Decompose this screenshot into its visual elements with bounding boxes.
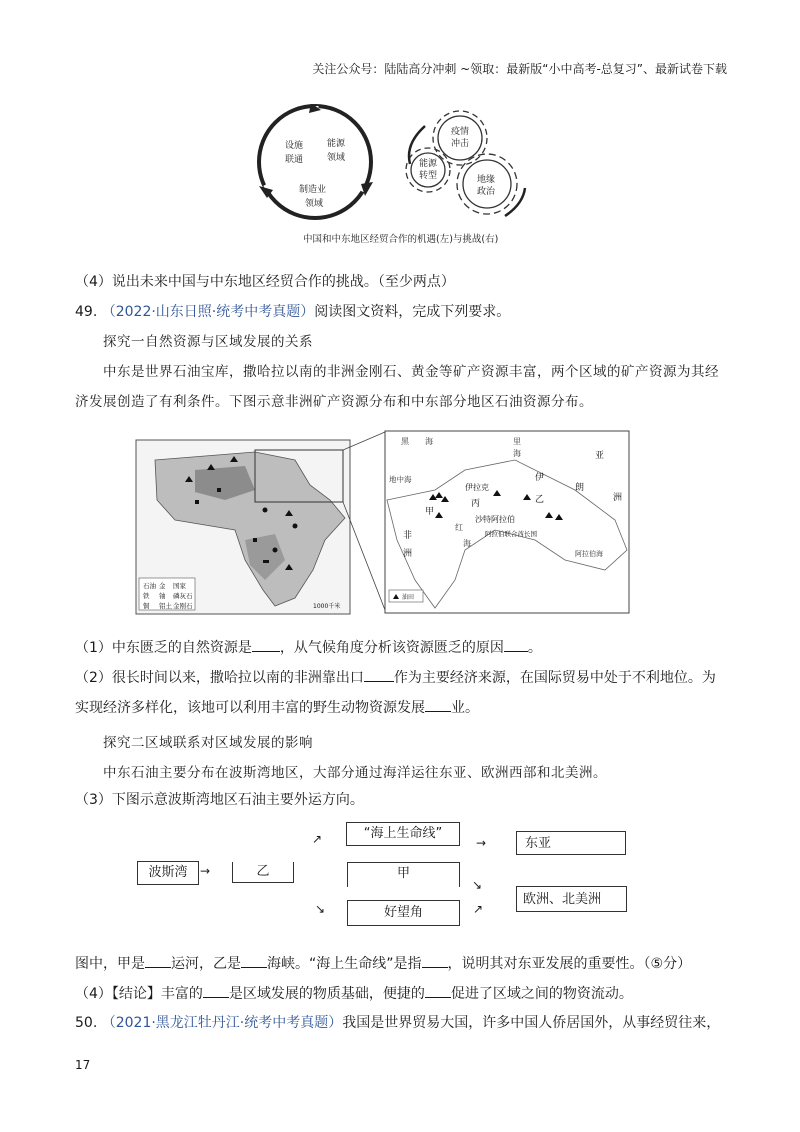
q2-text-c: 实现经济多样化，该地可以利用丰富的野生动物资源发展	[75, 700, 425, 716]
resource-maps	[135, 430, 631, 615]
q49-intro: 阅读图文资料，完成下列要求。	[314, 304, 511, 320]
arrow-up-right-icon: ↗	[312, 832, 323, 846]
mideast-label-1: 黑	[401, 437, 409, 446]
mideast-label-7: 伊	[535, 473, 545, 483]
q1-text-c: 。	[527, 640, 542, 656]
q1-text-b: ，从气候角度分析该资源匮乏的原因	[279, 640, 504, 656]
q49-number: 49.	[75, 304, 98, 320]
q50-text: 我国是世界贸易大国，许多中国人侨居国外，从事经贸往来，	[342, 1015, 721, 1031]
legend-item-9: 金刚石	[173, 602, 193, 610]
arrow-right-icon: →	[476, 836, 487, 850]
q2-text-d: 业。	[451, 700, 479, 716]
page-number: 17	[75, 1058, 91, 1072]
wheel-label-4: 领域	[327, 153, 346, 163]
answer-blank[interactable]	[252, 637, 280, 652]
q49-header	[75, 302, 510, 322]
mideast-label-18: 亚	[595, 451, 605, 461]
gear-label-2: 冲击	[451, 139, 470, 149]
node-yi: 乙	[232, 862, 294, 883]
mideast-label-9: 甲	[425, 507, 435, 517]
q2-text-a: （2）很长时间以来，撒哈拉以南的非洲靠出口	[75, 670, 364, 686]
mideast-label-10: 丙	[471, 499, 481, 509]
legend-item-4: 铁	[143, 592, 150, 600]
answer-blank[interactable]	[203, 983, 229, 998]
legend-item-7: 铜	[143, 602, 150, 610]
opportunity-wheel	[259, 104, 373, 218]
node-jia: 甲	[347, 862, 460, 887]
mideast-label-4: 海	[513, 449, 521, 458]
mideast-label-5: 地中海	[389, 475, 412, 484]
q48-part4-text: （4）说出未来中国与中东地区经贸合作的挑战。（至少两点）	[75, 274, 455, 290]
mideast-label-12: 沙特阿拉伯	[475, 515, 515, 524]
mideast-label-19: 洲	[613, 493, 623, 503]
node-persian-gulf: 波斯湾	[137, 861, 199, 885]
q48-part4	[75, 272, 455, 292]
node-europe-na: 欧洲、北美洲	[516, 886, 627, 912]
q1-text-a: （1）中东匮乏的自然资源是	[75, 640, 252, 656]
q3-text-c: 海峡。“海上生命线”是指	[267, 956, 422, 972]
mideast-label-20: 阿拉伯海	[575, 550, 603, 558]
legend-item-3: 国家	[173, 582, 186, 590]
cooperation-figure	[255, 104, 545, 252]
mideast-label-3: 里	[513, 437, 521, 446]
q3-text-d: ，说明其对东亚发展的重要性。（⑤分）	[447, 956, 692, 972]
wheel-label-3: 能源	[327, 139, 346, 149]
explore1-line1: 中东是世界石油宝库，撒哈拉以南的非洲金刚石、黄金等矿产资源丰富，两个区域的矿产资源为其经	[103, 364, 719, 380]
node-cape: 好望角	[347, 900, 460, 926]
q49-part2-line1	[75, 667, 716, 688]
q49-part3	[75, 953, 691, 974]
arrow-right-icon: →	[200, 864, 211, 878]
wheel-label-6: 领域	[305, 199, 324, 209]
node-lifeline: “海上生命线”	[346, 822, 460, 846]
arrow-up-right-icon: ↗	[473, 902, 484, 916]
page-header: 关注公众号：陆陆高分冲刺 ~领取：最新版“小中高考-总复习”、最新试卷下载	[312, 62, 727, 76]
explore2-line: 中东石油主要分布在波斯湾地区，大部分通过海洋运往东亚、欧洲西部和北美洲。	[103, 765, 607, 781]
q4-text-b: 是区域发展的物质基础，便捷的	[228, 986, 425, 1002]
wheel-label-5: 制造业	[299, 185, 327, 195]
mideast-label-2: 海	[425, 437, 433, 446]
mideast-label-17: 洲	[403, 549, 413, 559]
wheel-label-2: 联通	[285, 155, 304, 165]
gear-label-1: 疫情	[451, 127, 470, 137]
arrow-down-right-icon: ↘	[315, 902, 326, 916]
legend-item-1: 石油	[143, 582, 156, 590]
legend-item-6: 磷灰石	[173, 592, 193, 600]
mideast-label-6: 伊拉克	[465, 483, 489, 492]
explore1-line2: 济发展创造了有利条件。下图示意非洲矿产资源分布和中东部分地区石油资源分布。	[75, 394, 593, 410]
arrow-down-right-icon: ↘	[472, 878, 483, 892]
legend-item-8: 铝土	[159, 602, 172, 610]
node-east-asia: 东亚	[516, 831, 626, 855]
mideast-label-14: 红	[455, 523, 463, 532]
wheel-label-1: 设施	[285, 141, 304, 151]
q3-text-a: 图中，甲是	[75, 956, 145, 972]
figure-caption: 中国和中东地区经贸合作的机遇(左)与挑战(右)	[303, 234, 499, 245]
mideast-label-13: 阿拉伯联合酋长国	[485, 530, 537, 538]
q49-part4	[75, 983, 633, 1004]
answer-blank[interactable]	[504, 637, 528, 652]
answer-blank[interactable]	[145, 953, 171, 968]
q2-text-b: 作为主要经济来源，在国际贸易中处于不利地位。为	[393, 670, 716, 686]
legend-item-2: 金	[159, 582, 166, 590]
q3-text-b: 运河，乙是	[171, 956, 241, 972]
mideast-label-16: 非	[403, 531, 413, 541]
mideast-label-11: 乙	[535, 495, 545, 505]
q49-part3-intro: （3）下图示意波斯湾地区石油主要外运方向。	[75, 792, 364, 808]
gear-label-3: 能源	[419, 159, 438, 169]
q49-part1	[75, 637, 542, 658]
gear-label-5: 地缘	[477, 175, 496, 185]
map-scale: 1000千米	[313, 603, 341, 610]
mideast-label-21: 油田	[402, 594, 415, 601]
q4-text-a: （4）【结论】丰富的	[75, 986, 203, 1002]
explore1-title: 探究一自然资源与区域发展的关系	[103, 334, 313, 350]
answer-blank[interactable]	[425, 697, 451, 712]
mideast-label-15: 海	[463, 539, 471, 548]
legend-item-5: 铀	[159, 592, 166, 600]
explore2-title: 探究二区域联系对区域发展的影响	[103, 735, 313, 751]
answer-blank[interactable]	[364, 667, 394, 682]
mideast-label-8: 朗	[575, 483, 585, 493]
answer-blank[interactable]	[425, 983, 451, 998]
q50-number: 50.	[75, 1015, 98, 1031]
q49-part2-line2	[75, 697, 479, 718]
gear-label-6: 政治	[477, 187, 496, 197]
gear-label-4: 转型	[419, 171, 438, 181]
answer-blank[interactable]	[422, 953, 448, 968]
q4-text-c: 促进了区域之间的物资流动。	[450, 986, 633, 1002]
answer-blank[interactable]	[241, 953, 267, 968]
q49-source[interactable]: （2022·山东日照·统考中考真题）	[101, 304, 315, 320]
q50-source[interactable]: （2021·黑龙江牡丹江·统考中考真题）	[101, 1015, 343, 1031]
q50-header	[75, 1013, 720, 1033]
